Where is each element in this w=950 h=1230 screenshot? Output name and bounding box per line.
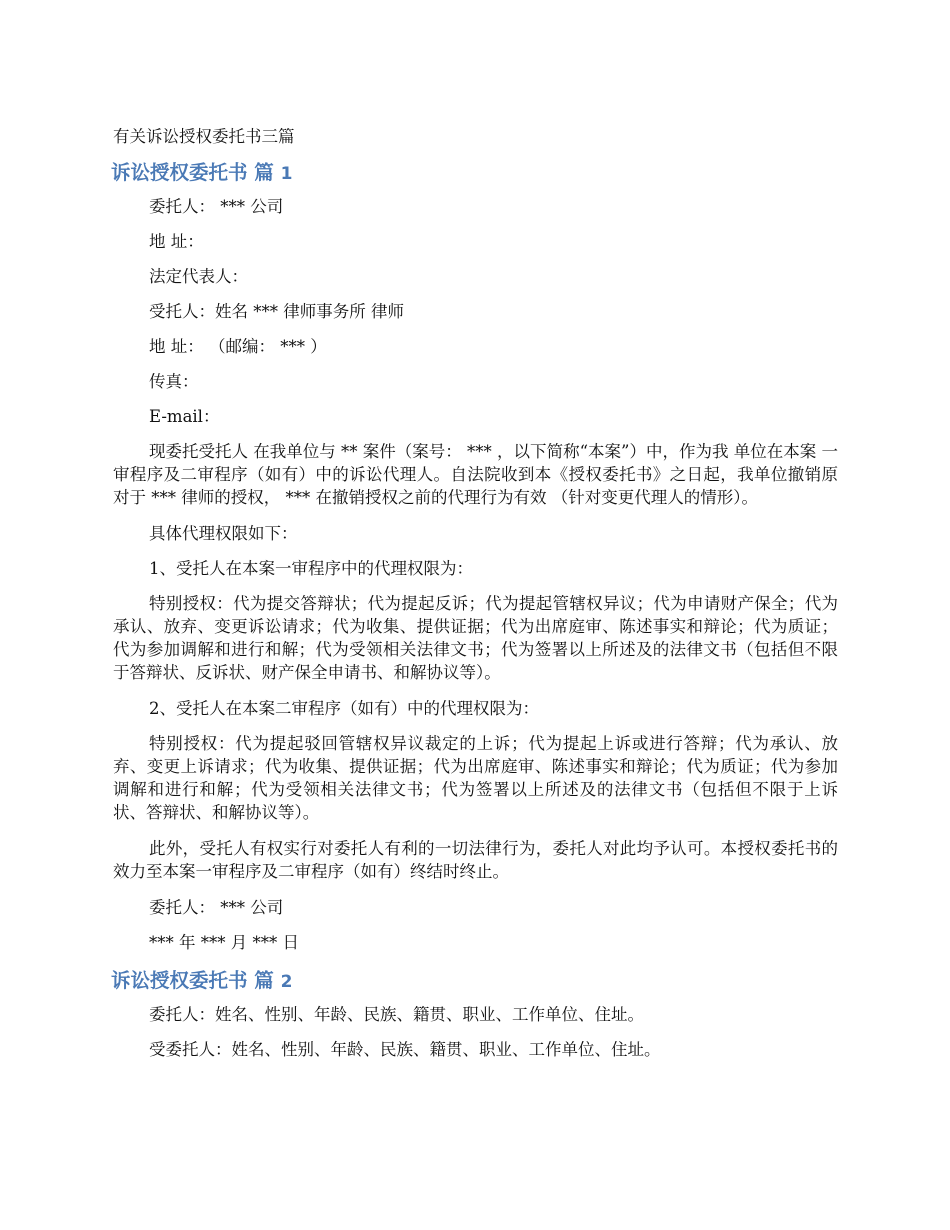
paragraph: E-mail：	[149, 407, 220, 426]
paragraph: 地 址： （邮编： *** ）	[149, 337, 327, 356]
paragraph: 现委托受托人 在我单位与 ** 案件（案号： *** ，以下简称“本案”）中，作为我 单位在本案 一审程序及二审程序（如有）中的诉讼代理人。自法院收到本《授权委托书》之日起，我单位撤销原对于 *** 律师的授权， *** 在撤销授权之前的代理行为有效 （针对变更代理人的情形）。	[113, 442, 838, 507]
document-title: 有关诉讼授权委托书三篇	[113, 127, 295, 146]
paragraph: 委托人： *** 公司	[149, 197, 284, 216]
paragraph: 委托人：姓名、性别、年龄、民族、籍贯、职业、工作单位、住址。	[149, 1005, 644, 1024]
section-1-number: 1	[280, 164, 293, 184]
paragraph: 受托人：姓名 *** 律师事务所 律师	[149, 302, 404, 321]
section-1-heading	[111, 160, 838, 187]
paragraph: 受委托人：姓名、性别、年龄、民族、籍贯、职业、工作单位、住址。	[149, 1040, 661, 1059]
section-2-heading-text: 诉讼授权委托书 篇	[111, 969, 274, 992]
paragraph: 2、受托人在本案二审程序（如有）中的代理权限为：	[149, 699, 539, 718]
paragraph: 特别授权：代为提起驳回管辖权异议裁定的上诉；代为提起上诉或进行答辩；代为承认、放弃、变更上诉请求；代为收集、提供证据；代为出席庭审、陈述事实和辩论；代为质证；代为参加调解和进行和解；代为受领相关法律文书；代为签署以上所述及的法律文书（包括但不限于上诉状、答辩状、和解协议等）。	[113, 734, 838, 822]
paragraph: 传真：	[149, 372, 199, 391]
document-page	[113, 118, 838, 1073]
paragraph: 1、受托人在本案一审程序中的代理权限为：	[149, 559, 473, 578]
section-1-heading-text: 诉讼授权委托书 篇	[111, 161, 274, 184]
paragraph: 地 址：	[149, 232, 204, 251]
section-2-heading	[111, 968, 838, 995]
paragraph: 此外，受托人有权实行对委托人有利的一切法律行为，委托人对此均予认可。本授权委托书的效力至本案一审程序及二审程序（如有）终结时终止。	[113, 839, 838, 881]
date-line: *** 年 *** 月 *** 日	[149, 933, 299, 952]
paragraph: 法定代表人：	[149, 267, 248, 286]
signature-line: 委托人： *** 公司	[149, 898, 284, 917]
paragraph: 特别授权：代为提交答辩状；代为提起反诉；代为提起管辖权异议；代为申请财产保全；代为承认、放弃、变更诉讼请求；代为收集、提供证据；代为出席庭审、陈述事实和辩论；代为质证；代为参加调解和进行和解；代为受领相关法律文书；代为签署以上所述及的法律文书（包括但不限于答辩状、反诉状、财产保全申请书、和解协议等）。	[113, 594, 838, 682]
paragraph: 具体代理权限如下：	[149, 524, 298, 543]
section-2-number: 2	[280, 972, 293, 992]
